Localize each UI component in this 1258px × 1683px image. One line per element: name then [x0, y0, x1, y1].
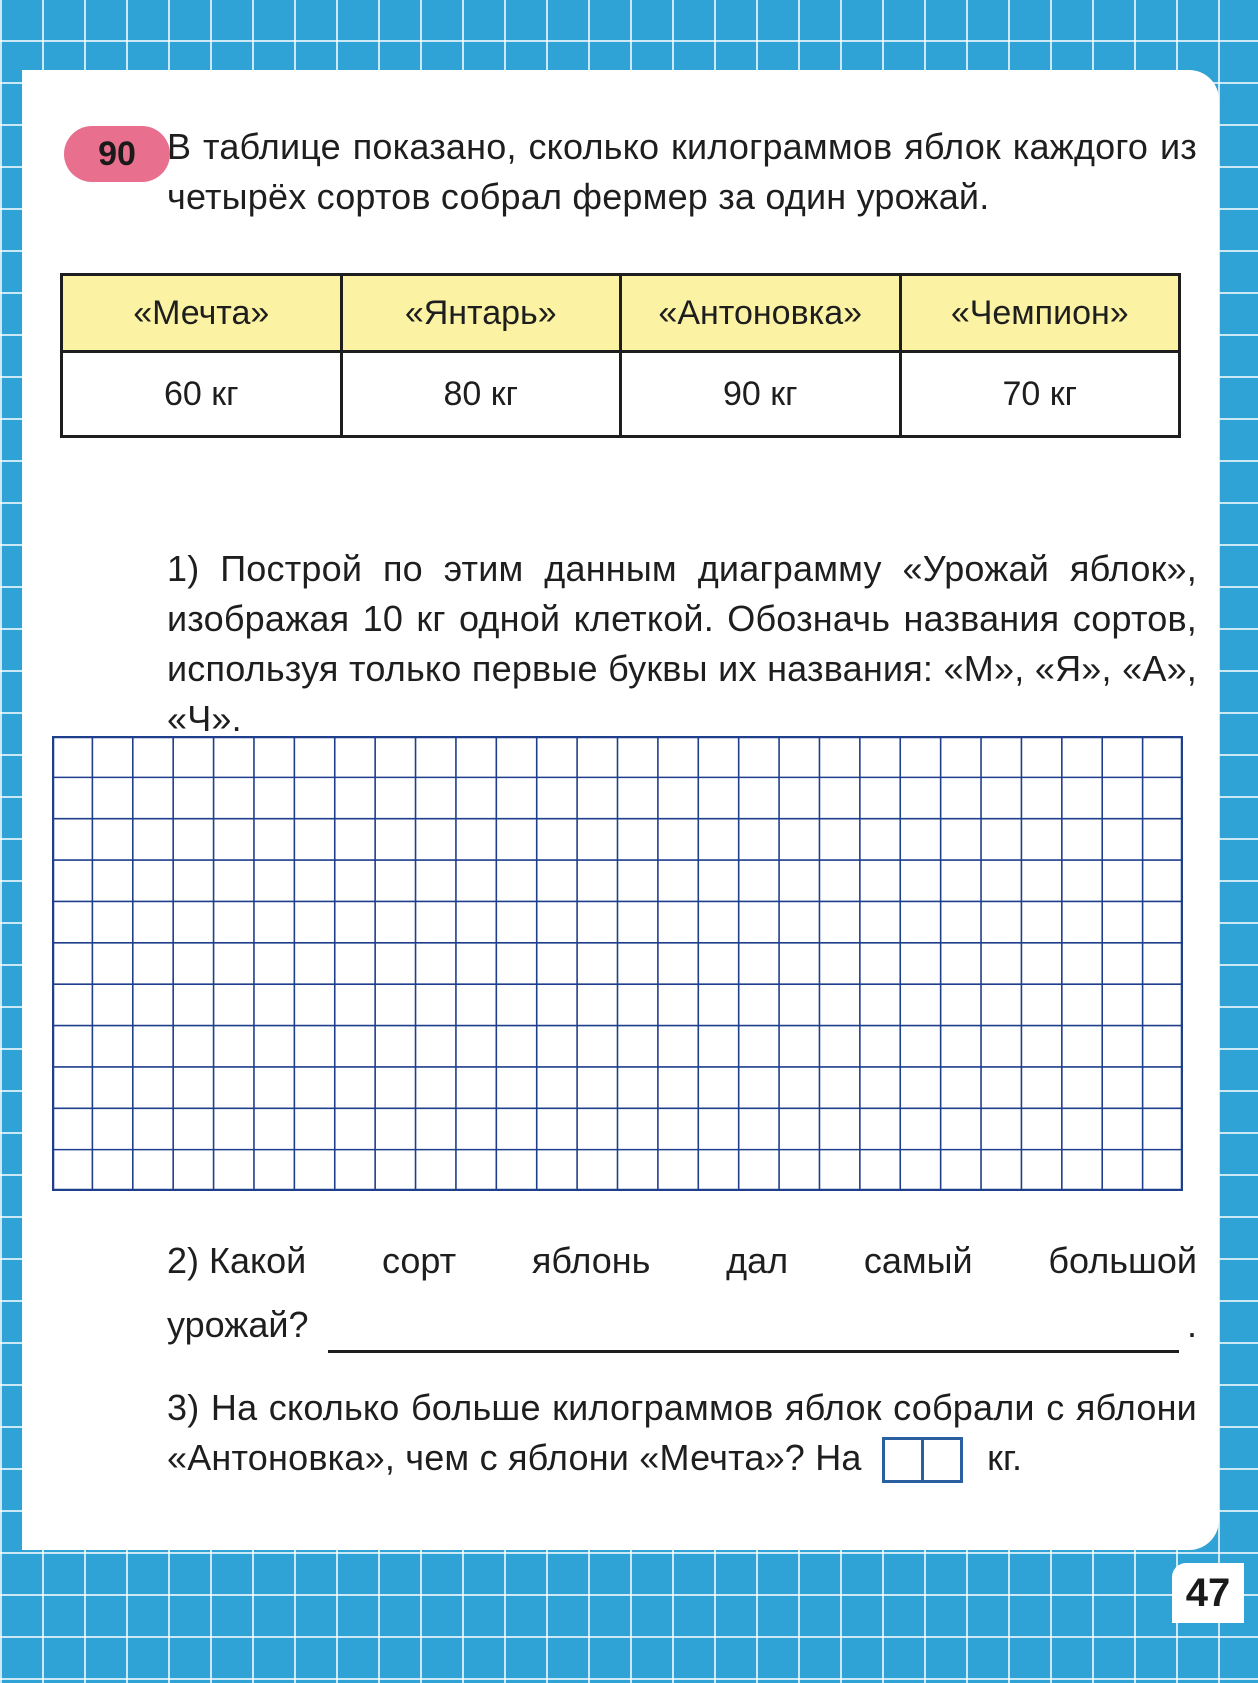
workbook-page — [22, 70, 1219, 1550]
question-2-line-1 — [167, 1233, 1197, 1289]
question-2-word: сорт — [382, 1240, 457, 1281]
question-3-unit: кг. — [987, 1437, 1023, 1478]
answer-box-units[interactable] — [924, 1437, 963, 1483]
question-2-line-2 — [167, 1297, 1197, 1353]
task-number-badge: 90 — [64, 126, 170, 182]
question-2-word: дал — [726, 1240, 789, 1281]
harvest-table-header-row — [62, 275, 1180, 352]
diagram-grid[interactable] — [52, 736, 1183, 1191]
question-3-text: 3) На сколько больше килограммов яблок собрали с яблони «Антоновка», чем с яблони «Мечта»? На — [167, 1387, 1197, 1478]
question-1-text: 1) Построй по этим данным диаграмму «Урожай яблок», изображая 10 кг одной клеткой. Обозначь названия сортов, используя только первые буквы их названия: «М», «Я», «А», «Ч». — [167, 548, 1197, 739]
value-antonovka: 90 кг — [621, 352, 901, 437]
header-antonovka: «Антоновка» — [621, 275, 901, 352]
question-2-word: самый — [863, 1240, 973, 1281]
question-2-period: . — [1186, 1304, 1197, 1345]
question-3 — [167, 1383, 1197, 1483]
question-2-answer-line[interactable] — [328, 1312, 1179, 1353]
value-yantar: 80 кг — [341, 352, 621, 437]
value-mechta: 60 кг — [62, 352, 342, 437]
answer-box-tens[interactable] — [882, 1437, 924, 1483]
question-2-word: большой — [1048, 1240, 1197, 1281]
value-chempion: 70 кг — [900, 352, 1180, 437]
header-chempion: «Чемпион» — [900, 275, 1180, 352]
question-2 — [167, 1233, 1197, 1353]
question-3-answer-boxes[interactable] — [882, 1437, 963, 1483]
header-mechta: «Мечта» — [62, 275, 342, 352]
page-number: 47 — [1172, 1563, 1244, 1623]
task-intro-text: В таблице показано, сколько килограммов яблок каждого из четырёх сортов собрал фермер за один урожай. — [167, 126, 1197, 217]
harvest-table — [60, 273, 1181, 438]
header-yantar: «Янтарь» — [341, 275, 621, 352]
question-2-word: 2) Какой — [167, 1240, 307, 1281]
question-2-word: яблонь — [531, 1240, 651, 1281]
harvest-table-value-row — [62, 352, 1180, 437]
question-2-end: урожай? — [167, 1304, 309, 1345]
diagram-grid-area[interactable] — [52, 736, 1183, 1191]
